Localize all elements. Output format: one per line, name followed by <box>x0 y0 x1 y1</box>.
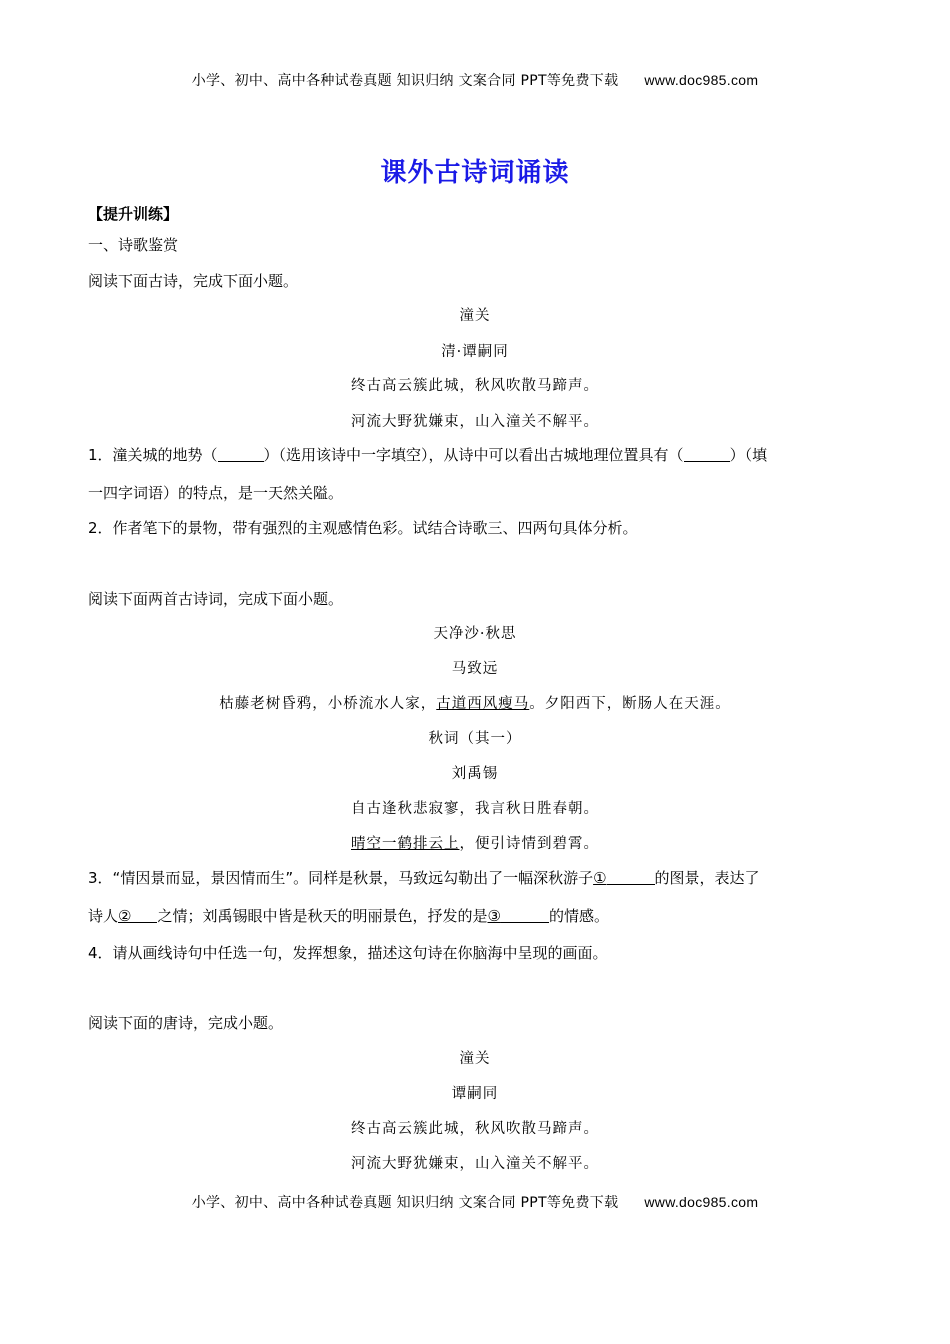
part-heading: 一、诗歌鉴赏 <box>88 236 179 254</box>
question-1: 1．潼关城的地势（ ）（选用该诗中一字填空），从诗中可以看出古城地理位置具有（ ）（填 <box>88 446 768 464</box>
poem-title: 秋词（其一） <box>428 731 522 747</box>
section-label: 【提升训练】 <box>88 205 179 223</box>
answer-blank[interactable] <box>501 908 549 923</box>
poem-author: 清·谭嗣同 <box>441 344 509 360</box>
question-4: 4．请从画线诗句中任选一句，发挥想象，描述这句诗在你脑海中呈现的画面。 <box>88 944 608 962</box>
poem-line: 枯藤老树昏鸦，小桥流水人家，古道西风瘦马。夕阳西下，断肠人在天涯。 <box>219 696 731 712</box>
poem-title: 天净沙·秋思 <box>433 626 517 642</box>
poem-line: 晴空一鹤排云上，便引诗情到碧霄。 <box>351 836 599 852</box>
question-3-cont: 诗人② 之情；刘禹锡眼中皆是秋天的明丽景色，抒发的是③ 的情感。 <box>88 907 609 925</box>
poem-line: 自古逢秋悲寂寥，我言秋日胜春朝。 <box>351 801 599 817</box>
page-header <box>0 70 950 90</box>
poem-author: 谭嗣同 <box>451 1086 499 1102</box>
poem-author: 马致远 <box>451 661 499 677</box>
answer-blank[interactable] <box>131 908 157 923</box>
poem-author: 刘禹锡 <box>451 766 499 782</box>
group1-intro: 阅读下面古诗，完成下面小题。 <box>88 272 299 290</box>
footer-text: 小学、初中、高中各种试卷真题 知识归纳 文案合同 PPT等免费下载 <box>191 1195 619 1211</box>
poem-line: 终古高云簇此城，秋风吹散马蹄声。 <box>351 1121 599 1137</box>
footer-url[interactable]: www.doc985.com <box>644 1194 759 1210</box>
answer-blank[interactable] <box>607 870 655 885</box>
header-text: 小学、初中、高中各种试卷真题 知识归纳 文案合同 PPT等免费下载 <box>191 73 619 89</box>
poem-line: 终古高云簇此城，秋风吹散马蹄声。 <box>351 378 599 394</box>
group2-intro: 阅读下面两首古诗词，完成下面小题。 <box>88 590 344 608</box>
question-1-cont: 一四字词语）的特点，是一天然关隘。 <box>88 484 344 502</box>
answer-blank[interactable] <box>218 447 264 462</box>
answer-blank[interactable] <box>684 447 730 462</box>
question-2: 2．作者笔下的景物，带有强烈的主观感情色彩。试结合诗歌三、四两句具体分析。 <box>88 519 638 537</box>
page-title: 课外古诗词诵读 <box>380 158 570 188</box>
header-url[interactable]: www.doc985.com <box>644 72 759 88</box>
poem-title: 潼关 <box>459 1051 491 1067</box>
page-footer <box>0 1192 950 1212</box>
poem-line: 河流大野犹嫌束，山入潼关不解平。 <box>351 1156 599 1172</box>
underlined-verse: 古道西风瘦马 <box>436 696 530 712</box>
group3-intro: 阅读下面的唐诗，完成小题。 <box>88 1014 284 1032</box>
underlined-verse: 晴空一鹤排云上 <box>351 836 460 852</box>
poem-title: 潼关 <box>459 308 491 324</box>
poem-line: 河流大野犹嫌束，山入潼关不解平。 <box>351 414 599 430</box>
question-3: 3．“情因景而显，景因情而生”。同样是秋景，马致远勾勒出了一幅深秋游子① 的图景，表达了 <box>88 869 760 887</box>
